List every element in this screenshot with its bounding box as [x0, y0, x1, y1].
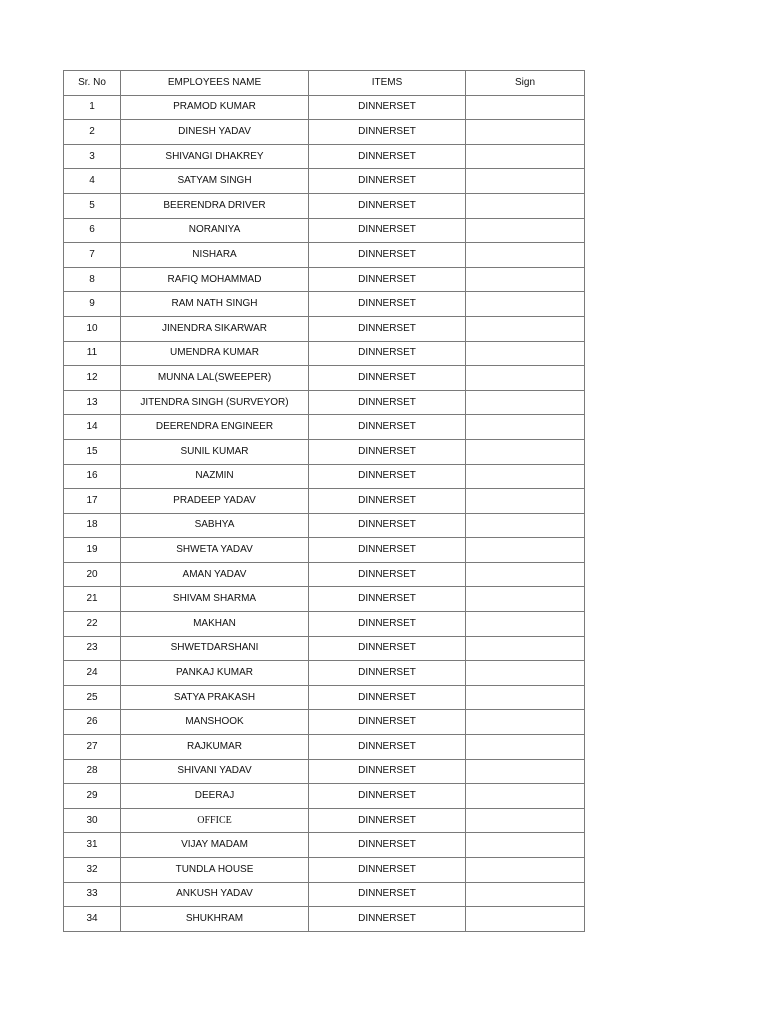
sign-cell — [466, 169, 585, 194]
table-row — [64, 316, 585, 341]
sr-no-cell: 3 — [64, 144, 121, 169]
employee-name-cell: SHWETDARSHANI — [121, 636, 309, 661]
sr-no-cell: 4 — [64, 169, 121, 194]
item-cell: DINNERSET — [309, 612, 466, 637]
employee-name-cell: SHIVANGI DHAKREY — [121, 144, 309, 169]
table-row — [64, 612, 585, 637]
item-cell: DINNERSET — [309, 685, 466, 710]
header-items: ITEMS — [309, 71, 466, 96]
employee-name-cell: UMENDRA KUMAR — [121, 341, 309, 366]
item-cell: DINNERSET — [309, 193, 466, 218]
employee-name-cell: PRAMOD KUMAR — [121, 95, 309, 120]
table-row — [64, 390, 585, 415]
employee-name-cell: SHIVANI YADAV — [121, 759, 309, 784]
item-cell: DINNERSET — [309, 366, 466, 391]
item-cell: DINNERSET — [309, 341, 466, 366]
table-row — [64, 439, 585, 464]
sign-cell — [466, 612, 585, 637]
item-cell: DINNERSET — [309, 390, 466, 415]
sign-cell — [466, 489, 585, 514]
item-cell: DINNERSET — [309, 636, 466, 661]
sign-cell — [466, 243, 585, 268]
employee-name-cell: MAKHAN — [121, 612, 309, 637]
table-row — [64, 882, 585, 907]
sign-cell — [466, 538, 585, 563]
table-row — [64, 243, 585, 268]
sr-no-cell: 23 — [64, 636, 121, 661]
sign-cell — [466, 907, 585, 932]
table-row — [64, 169, 585, 194]
employee-name-cell: TUNDLA HOUSE — [121, 858, 309, 883]
item-cell: DINNERSET — [309, 735, 466, 760]
table-row — [64, 562, 585, 587]
table-row — [64, 858, 585, 883]
sign-cell — [466, 415, 585, 440]
table-row — [64, 341, 585, 366]
sr-no-cell: 8 — [64, 267, 121, 292]
sr-no-cell: 14 — [64, 415, 121, 440]
sr-no-cell: 22 — [64, 612, 121, 637]
table-row — [64, 685, 585, 710]
item-cell: DINNERSET — [309, 833, 466, 858]
table-row — [64, 808, 585, 833]
sr-no-cell: 33 — [64, 882, 121, 907]
item-cell: DINNERSET — [309, 513, 466, 538]
header-employees-name: EMPLOYEES NAME — [121, 71, 309, 96]
sign-cell — [466, 439, 585, 464]
sr-no-cell: 19 — [64, 538, 121, 563]
sr-no-cell: 34 — [64, 907, 121, 932]
employee-name-cell: SATYA PRAKASH — [121, 685, 309, 710]
table-row — [64, 661, 585, 686]
sr-no-cell: 6 — [64, 218, 121, 243]
item-cell: DINNERSET — [309, 858, 466, 883]
header-row — [64, 71, 585, 96]
item-cell: DINNERSET — [309, 907, 466, 932]
sign-cell — [466, 562, 585, 587]
sr-no-cell: 1 — [64, 95, 121, 120]
item-cell: DINNERSET — [309, 144, 466, 169]
sr-no-cell: 15 — [64, 439, 121, 464]
sr-no-cell: 28 — [64, 759, 121, 784]
sign-cell — [466, 759, 585, 784]
sign-cell — [466, 144, 585, 169]
employee-name-cell: MANSHOOK — [121, 710, 309, 735]
employee-name-cell: SABHYA — [121, 513, 309, 538]
employee-items-table — [63, 70, 585, 932]
table-row — [64, 735, 585, 760]
table-row — [64, 710, 585, 735]
sign-cell — [466, 218, 585, 243]
employee-name-cell: JINENDRA SIKARWAR — [121, 316, 309, 341]
table-row — [64, 415, 585, 440]
sr-no-cell: 16 — [64, 464, 121, 489]
sign-cell — [466, 858, 585, 883]
employee-name-cell: OFFICE — [121, 808, 309, 833]
item-cell: DINNERSET — [309, 587, 466, 612]
item-cell: DINNERSET — [309, 439, 466, 464]
sign-cell — [466, 784, 585, 809]
sr-no-cell: 25 — [64, 685, 121, 710]
table-row — [64, 95, 585, 120]
table-row — [64, 144, 585, 169]
sign-cell — [466, 710, 585, 735]
employee-name-cell: NORANIYA — [121, 218, 309, 243]
sr-no-cell: 26 — [64, 710, 121, 735]
table-row — [64, 292, 585, 317]
sign-cell — [466, 341, 585, 366]
sr-no-cell: 7 — [64, 243, 121, 268]
item-cell: DINNERSET — [309, 784, 466, 809]
employee-name-cell: DEERAJ — [121, 784, 309, 809]
item-cell: DINNERSET — [309, 464, 466, 489]
item-cell: DINNERSET — [309, 243, 466, 268]
item-cell: DINNERSET — [309, 218, 466, 243]
item-cell: DINNERSET — [309, 759, 466, 784]
employee-name-cell: DEERENDRA ENGINEER — [121, 415, 309, 440]
employee-name-cell: SUNIL KUMAR — [121, 439, 309, 464]
table-header — [64, 71, 585, 96]
sign-cell — [466, 292, 585, 317]
employee-name-cell: MUNNA LAL(SWEEPER) — [121, 366, 309, 391]
employee-name-cell: NAZMIN — [121, 464, 309, 489]
table-row — [64, 489, 585, 514]
item-cell: DINNERSET — [309, 292, 466, 317]
sr-no-cell: 30 — [64, 808, 121, 833]
sr-no-cell: 10 — [64, 316, 121, 341]
sign-cell — [466, 882, 585, 907]
employee-name-cell: JITENDRA SINGH (SURVEYOR) — [121, 390, 309, 415]
employee-name-cell: PANKAJ KUMAR — [121, 661, 309, 686]
header-sign: Sign — [466, 71, 585, 96]
table-row — [64, 366, 585, 391]
table-row — [64, 193, 585, 218]
sign-cell — [466, 316, 585, 341]
sign-cell — [466, 120, 585, 145]
item-cell: DINNERSET — [309, 316, 466, 341]
table-body — [64, 95, 585, 931]
item-cell: DINNERSET — [309, 267, 466, 292]
sign-cell — [466, 193, 585, 218]
sign-cell — [466, 661, 585, 686]
sr-no-cell: 5 — [64, 193, 121, 218]
item-cell: DINNERSET — [309, 710, 466, 735]
employee-name-cell: SHIVAM SHARMA — [121, 587, 309, 612]
table-row — [64, 784, 585, 809]
item-cell: DINNERSET — [309, 489, 466, 514]
sr-no-cell: 2 — [64, 120, 121, 145]
table-row — [64, 636, 585, 661]
employee-name-cell: RAM NATH SINGH — [121, 292, 309, 317]
item-cell: DINNERSET — [309, 882, 466, 907]
sr-no-cell: 20 — [64, 562, 121, 587]
sign-cell — [466, 267, 585, 292]
sr-no-cell: 13 — [64, 390, 121, 415]
table-row — [64, 538, 585, 563]
sr-no-cell: 18 — [64, 513, 121, 538]
item-cell: DINNERSET — [309, 95, 466, 120]
sign-cell — [466, 464, 585, 489]
employee-name-cell: ANKUSH YADAV — [121, 882, 309, 907]
table-row — [64, 833, 585, 858]
employee-name-cell: BEERENDRA DRIVER — [121, 193, 309, 218]
sr-no-cell: 29 — [64, 784, 121, 809]
employee-name-cell: RAFIQ MOHAMMAD — [121, 267, 309, 292]
sign-cell — [466, 513, 585, 538]
employee-name-cell: VIJAY MADAM — [121, 833, 309, 858]
table-row — [64, 218, 585, 243]
sr-no-cell: 9 — [64, 292, 121, 317]
employee-name-cell: SATYAM SINGH — [121, 169, 309, 194]
sign-cell — [466, 95, 585, 120]
item-cell: DINNERSET — [309, 169, 466, 194]
item-cell: DINNERSET — [309, 538, 466, 563]
item-cell: DINNERSET — [309, 562, 466, 587]
sign-cell — [466, 685, 585, 710]
header-sr-no: Sr. No — [64, 71, 121, 96]
table-row — [64, 464, 585, 489]
sign-cell — [466, 636, 585, 661]
sign-cell — [466, 735, 585, 760]
sign-cell — [466, 808, 585, 833]
table-row — [64, 759, 585, 784]
sign-cell — [466, 587, 585, 612]
sign-cell — [466, 833, 585, 858]
table-row — [64, 513, 585, 538]
sign-cell — [466, 366, 585, 391]
employee-name-cell: NISHARA — [121, 243, 309, 268]
item-cell: DINNERSET — [309, 120, 466, 145]
item-cell: DINNERSET — [309, 808, 466, 833]
table-row — [64, 587, 585, 612]
employee-name-cell: SHUKHRAM — [121, 907, 309, 932]
sr-no-cell: 27 — [64, 735, 121, 760]
sr-no-cell: 17 — [64, 489, 121, 514]
item-cell: DINNERSET — [309, 661, 466, 686]
sr-no-cell: 12 — [64, 366, 121, 391]
sr-no-cell: 21 — [64, 587, 121, 612]
table-row — [64, 267, 585, 292]
employee-name-cell: PRADEEP YADAV — [121, 489, 309, 514]
employee-name-cell: DINESH YADAV — [121, 120, 309, 145]
sr-no-cell: 31 — [64, 833, 121, 858]
table-row — [64, 907, 585, 932]
employee-name-cell: AMAN YADAV — [121, 562, 309, 587]
sr-no-cell: 11 — [64, 341, 121, 366]
sr-no-cell: 32 — [64, 858, 121, 883]
item-cell: DINNERSET — [309, 415, 466, 440]
sr-no-cell: 24 — [64, 661, 121, 686]
sign-cell — [466, 390, 585, 415]
table-row — [64, 120, 585, 145]
employee-name-cell: SHWETA YADAV — [121, 538, 309, 563]
employee-name-cell: RAJKUMAR — [121, 735, 309, 760]
